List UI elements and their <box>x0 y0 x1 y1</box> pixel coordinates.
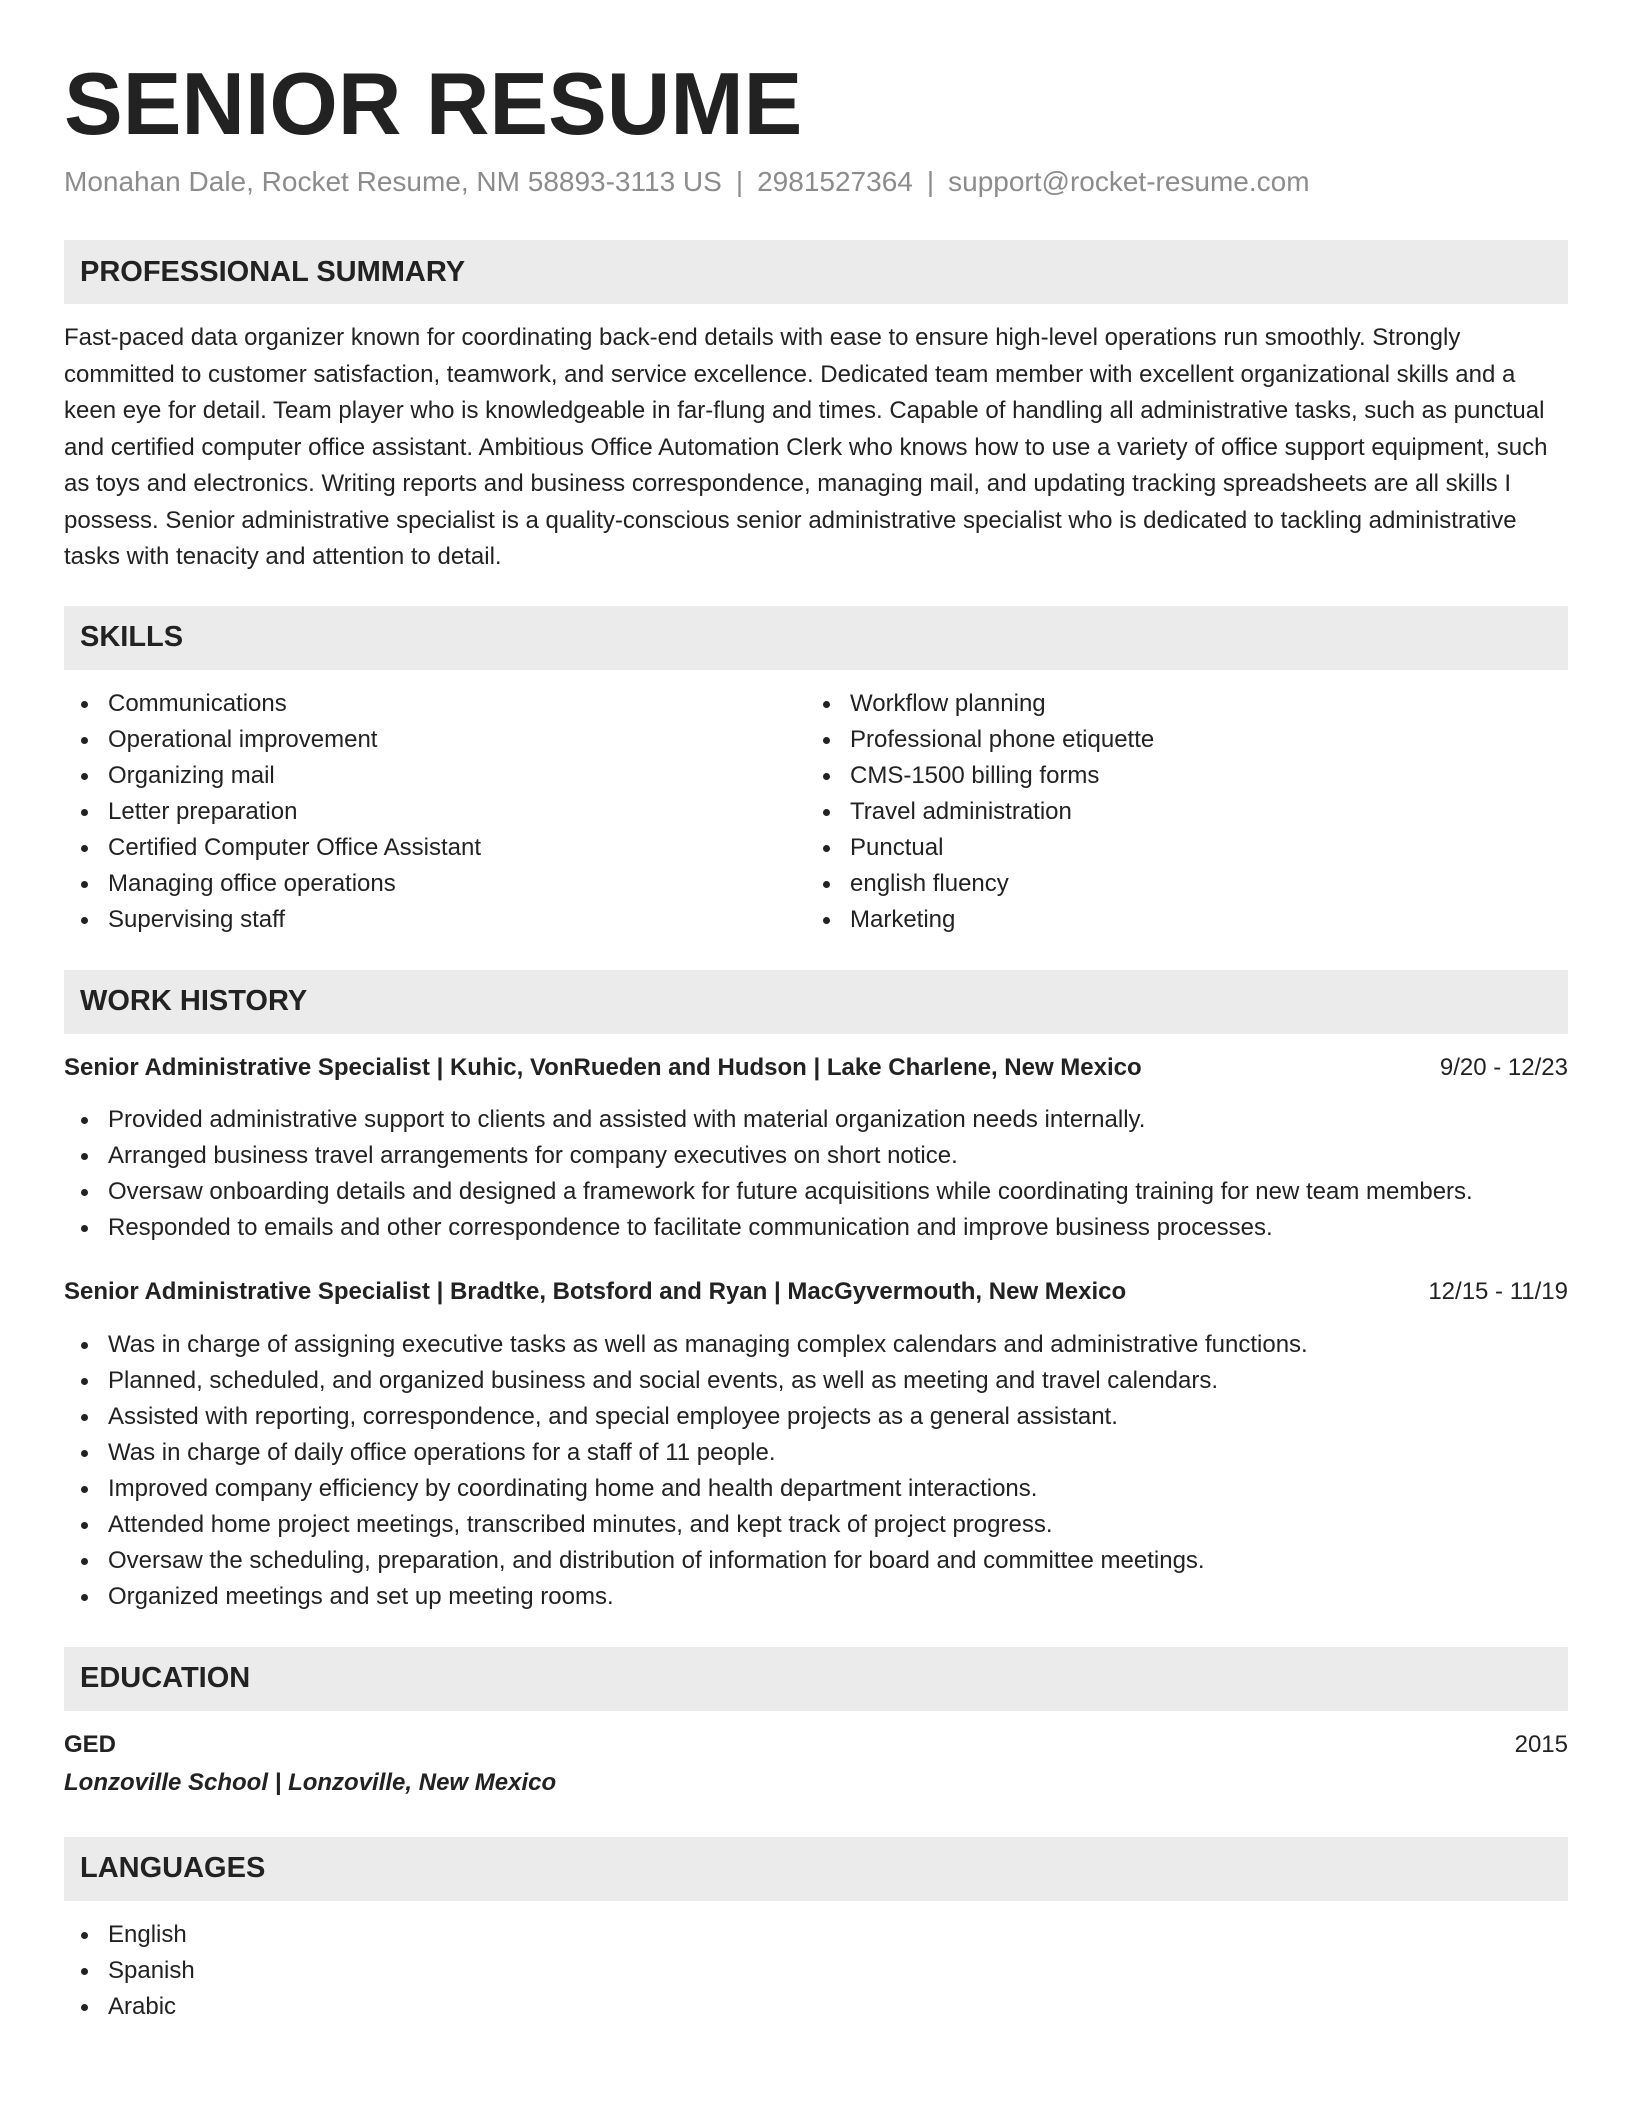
skills-list-right <box>806 686 1548 938</box>
languages-list <box>64 1917 1568 2025</box>
contact-separator: | <box>735 166 744 197</box>
job-bullets <box>64 1102 1568 1246</box>
skills-list-left <box>64 686 806 938</box>
job-heading: Senior Administrative Specialist | Bradtke, Botsford and Ryan | MacGyvermouth, New Mexico <box>64 1277 1127 1305</box>
education-year: 2015 <box>1514 1730 1568 1758</box>
job-bullet: Was in charge of daily office operations for a staff of 11 people. <box>64 1435 1568 1471</box>
contact-separator: | <box>926 166 935 197</box>
job-bullet: Provided administrative support to clients and assisted with material organization needs internally. <box>64 1102 1568 1138</box>
skill-item: Professional phone etiquette <box>806 722 1548 758</box>
section-header-education: EDUCATION <box>64 1647 1568 1711</box>
skill-item: Punctual <box>806 830 1548 866</box>
section-header-skills: SKILLS <box>64 606 1568 670</box>
job-entry <box>64 1274 1568 1615</box>
job-bullet: Organized meetings and set up meeting rooms. <box>64 1579 1568 1615</box>
contact-line <box>64 164 1568 200</box>
section-header-summary: PROFESSIONAL SUMMARY <box>64 240 1568 304</box>
job-entry <box>64 1050 1568 1246</box>
section-header-work: WORK HISTORY <box>64 970 1568 1034</box>
job-heading-row <box>64 1274 1568 1310</box>
job-bullet: Responded to emails and other correspondence to facilitate communication and improve business processes. <box>64 1210 1568 1246</box>
job-bullet: Arranged business travel arrangements for company executives on short notice. <box>64 1138 1568 1174</box>
job-bullet: Oversaw onboarding details and designed a framework for future acquisitions while coordinating training for new team members. <box>64 1174 1568 1210</box>
job-bullet: Planned, scheduled, and organized business and social events, as well as meeting and travel calendars. <box>64 1363 1568 1399</box>
contact-address: Monahan Dale, Rocket Resume, NM 58893-3113 US <box>64 166 722 197</box>
skill-item: Letter preparation <box>64 794 806 830</box>
education-degree: GED <box>64 1730 117 1758</box>
education-entry <box>64 1727 1568 1801</box>
job-heading-row <box>64 1050 1568 1086</box>
job-dates: 12/15 - 11/19 <box>1428 1277 1568 1305</box>
skills-grid <box>64 686 1568 938</box>
resume-title: SENIOR RESUME <box>64 54 803 153</box>
job-bullet: Assisted with reporting, correspondence, and special employee projects as a general assistant. <box>64 1399 1568 1435</box>
job-bullet: Oversaw the scheduling, preparation, and distribution of information for board and committee meetings. <box>64 1543 1568 1579</box>
resume-page <box>64 56 1568 2025</box>
language-item: English <box>64 1917 1568 1953</box>
language-item: Arabic <box>64 1989 1568 2025</box>
contact-email: support@rocket-resume.com <box>948 166 1310 197</box>
job-bullets <box>64 1327 1568 1615</box>
contact-phone: 2981527364 <box>757 166 913 197</box>
section-header-languages: LANGUAGES <box>64 1837 1568 1901</box>
skill-item: Organizing mail <box>64 758 806 794</box>
language-item: Spanish <box>64 1953 1568 1989</box>
education-school: Lonzoville School | Lonzoville, New Mexico <box>64 1768 557 1796</box>
job-bullet: Was in charge of assigning executive tasks as well as managing complex calendars and administrative functions. <box>64 1327 1568 1363</box>
summary-text: Fast-paced data organizer known for coordinating back-end details with ease to ensure high-level operations run smoothly. Strongly committed to customer satisfaction, teamwork, and service excellence. Dedicated team member with excellent organizational skills and a keen eye for detail. Team player who is knowledgeable in far-flung and times. Capable of handling all administrative tasks, such as punctual and certified computer office assistant. Ambitious Office Automation Clerk who knows how to use a variety of office support equipment, such as toys and electronics. Writing reports and business correspondence, managing mail, and updating tracking spreadsheets are all skills I possess. Senior administrative specialist is a quality-conscious senior administrative specialist who is dedicated to tackling administrative tasks with tenacity and attention to detail. <box>64 324 1548 570</box>
job-dates: 9/20 - 12/23 <box>1439 1053 1568 1081</box>
skill-item: CMS-1500 billing forms <box>806 758 1548 794</box>
job-heading: Senior Administrative Specialist | Kuhic, VonRueden and Hudson | Lake Charlene, New Mexico <box>64 1053 1142 1081</box>
job-bullet: Improved company efficiency by coordinating home and health department interactions. <box>64 1471 1568 1507</box>
skill-item: Supervising staff <box>64 902 806 938</box>
skill-item: Travel administration <box>806 794 1548 830</box>
skill-item: Operational improvement <box>64 722 806 758</box>
skill-item: Certified Computer Office Assistant <box>64 830 806 866</box>
skill-item: Workflow planning <box>806 686 1548 722</box>
skill-item: Communications <box>64 686 806 722</box>
skill-item: Marketing <box>806 902 1548 938</box>
skill-item: Managing office operations <box>64 866 806 902</box>
education-row <box>64 1727 1568 1763</box>
skill-item: english fluency <box>806 866 1548 902</box>
job-bullet: Attended home project meetings, transcribed minutes, and kept track of project progress. <box>64 1507 1568 1543</box>
